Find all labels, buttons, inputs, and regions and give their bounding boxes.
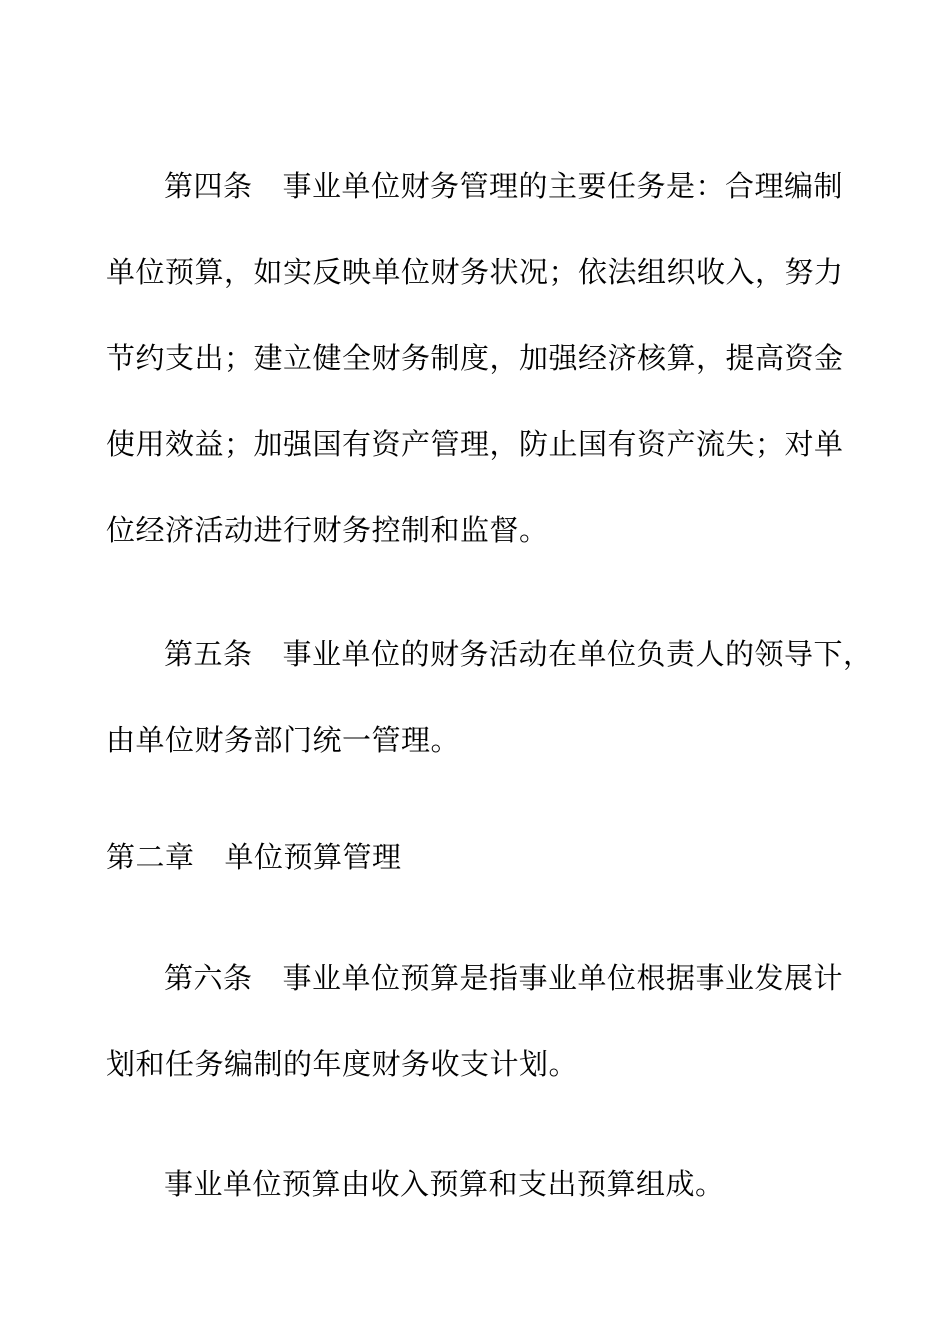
chapter-2-title: 单位预算管理 <box>224 840 402 874</box>
article-4-line-2: 单位预算，如实反映单位财务状况；依法组织收入，努力 <box>106 255 844 289</box>
article-6-text-1: 事业单位预算是指事业单位根据事业发展计 <box>282 961 844 995</box>
article-6-line-1 <box>164 958 950 998</box>
article-4-line-5: 位经济活动进行财务控制和监督。 <box>106 513 549 547</box>
article-4-label: 第四条 <box>164 169 253 203</box>
article-6-line-2: 划和任务编制的年度财务收支计划。 <box>106 1047 579 1081</box>
article-4-text-1: 事业单位财务管理的主要任务是：合理编制 <box>282 169 844 203</box>
article-4-line-4: 使用效益；加强国有资产管理，防止国有资产流失；对单 <box>106 427 844 461</box>
article-5-line-1 <box>164 634 950 674</box>
budget-paragraph: 事业单位预算由收入预算和支出预算组成。 <box>164 1167 725 1201</box>
article-4-line-3: 节约支出；建立健全财务制度，加强经济核算，提高资金 <box>106 341 844 375</box>
article-6-label: 第六条 <box>164 961 253 995</box>
article-5-line-2: 由单位财务部门统一管理。 <box>106 723 461 757</box>
article-5-label: 第五条 <box>164 637 253 671</box>
chapter-2-label: 第二章 <box>106 840 195 874</box>
article-4-line-1 <box>164 166 950 206</box>
article-5-text-1: 事业单位的财务活动在单位负责人的领导下， <box>282 637 873 671</box>
chapter-2-heading <box>106 837 896 877</box>
